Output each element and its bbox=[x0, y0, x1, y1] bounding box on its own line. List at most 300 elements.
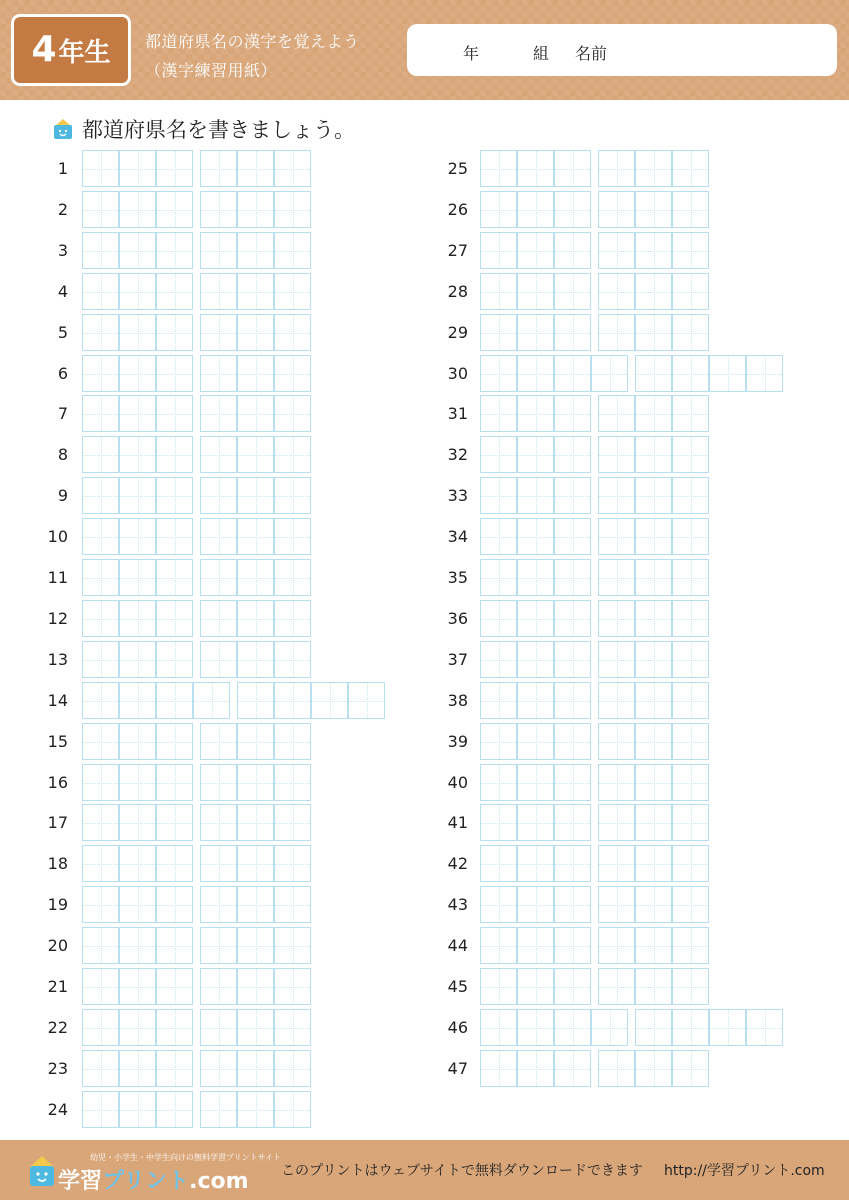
character-box[interactable] bbox=[237, 682, 274, 719]
character-box[interactable] bbox=[672, 477, 709, 514]
prefecture-number: 14 bbox=[47, 691, 68, 710]
character-box[interactable] bbox=[517, 764, 554, 801]
character-box[interactable] bbox=[274, 355, 311, 392]
character-box[interactable] bbox=[517, 723, 554, 760]
character-box[interactable] bbox=[635, 764, 672, 801]
character-box[interactable] bbox=[237, 191, 274, 228]
character-box[interactable] bbox=[200, 395, 237, 432]
character-box[interactable] bbox=[237, 845, 274, 882]
character-box[interactable] bbox=[119, 886, 156, 923]
character-box[interactable] bbox=[82, 355, 119, 392]
character-box[interactable] bbox=[480, 232, 517, 269]
character-box[interactable] bbox=[598, 559, 635, 596]
character-box[interactable] bbox=[119, 1050, 156, 1087]
character-box[interactable] bbox=[274, 559, 311, 596]
character-box[interactable] bbox=[672, 1009, 709, 1046]
character-box[interactable] bbox=[200, 600, 237, 637]
character-box[interactable] bbox=[237, 968, 274, 1005]
character-box[interactable] bbox=[709, 355, 746, 392]
character-box[interactable] bbox=[274, 682, 311, 719]
character-box[interactable] bbox=[200, 641, 237, 678]
character-box[interactable] bbox=[554, 1050, 591, 1087]
character-box[interactable] bbox=[635, 682, 672, 719]
character-box[interactable] bbox=[598, 845, 635, 882]
character-box[interactable] bbox=[598, 682, 635, 719]
character-box[interactable] bbox=[517, 191, 554, 228]
character-box[interactable] bbox=[311, 682, 348, 719]
character-box[interactable] bbox=[709, 1009, 746, 1046]
character-box[interactable] bbox=[156, 477, 193, 514]
character-box[interactable] bbox=[672, 355, 709, 392]
character-box[interactable] bbox=[480, 436, 517, 473]
prefecture-number: 17 bbox=[47, 813, 68, 832]
character-box[interactable] bbox=[119, 395, 156, 432]
character-box[interactable] bbox=[200, 1091, 237, 1128]
character-box[interactable] bbox=[672, 314, 709, 351]
character-box[interactable] bbox=[119, 1091, 156, 1128]
character-box[interactable] bbox=[119, 927, 156, 964]
character-box[interactable] bbox=[480, 682, 517, 719]
character-box[interactable] bbox=[237, 600, 274, 637]
character-box[interactable] bbox=[200, 518, 237, 555]
character-box[interactable] bbox=[237, 273, 274, 310]
character-box[interactable] bbox=[635, 436, 672, 473]
character-box[interactable] bbox=[672, 395, 709, 432]
character-box[interactable] bbox=[517, 845, 554, 882]
character-box[interactable] bbox=[156, 764, 193, 801]
character-box[interactable] bbox=[156, 232, 193, 269]
character-box[interactable] bbox=[156, 845, 193, 882]
character-box[interactable] bbox=[635, 968, 672, 1005]
character-box[interactable] bbox=[237, 436, 274, 473]
character-box[interactable] bbox=[237, 518, 274, 555]
character-box[interactable] bbox=[635, 273, 672, 310]
character-box[interactable] bbox=[635, 477, 672, 514]
character-box[interactable] bbox=[82, 968, 119, 1005]
character-box[interactable] bbox=[274, 395, 311, 432]
character-box[interactable] bbox=[635, 191, 672, 228]
character-box[interactable] bbox=[200, 232, 237, 269]
character-box[interactable] bbox=[635, 395, 672, 432]
character-box[interactable] bbox=[82, 764, 119, 801]
character-box[interactable] bbox=[156, 1009, 193, 1046]
character-box[interactable] bbox=[274, 518, 311, 555]
character-box[interactable] bbox=[480, 764, 517, 801]
character-box[interactable] bbox=[517, 436, 554, 473]
character-box[interactable] bbox=[480, 845, 517, 882]
character-box[interactable] bbox=[119, 232, 156, 269]
character-box[interactable] bbox=[598, 314, 635, 351]
character-box[interactable] bbox=[672, 886, 709, 923]
character-box[interactable] bbox=[200, 723, 237, 760]
character-box[interactable] bbox=[119, 723, 156, 760]
character-box[interactable] bbox=[200, 191, 237, 228]
character-box[interactable] bbox=[274, 191, 311, 228]
character-box[interactable] bbox=[274, 600, 311, 637]
character-box[interactable] bbox=[119, 477, 156, 514]
character-box[interactable] bbox=[480, 395, 517, 432]
character-box[interactable] bbox=[156, 518, 193, 555]
character-box[interactable] bbox=[517, 355, 554, 392]
character-box[interactable] bbox=[200, 150, 237, 187]
site-url[interactable]: http://学習プリント.com bbox=[664, 1163, 825, 1179]
character-box[interactable] bbox=[480, 968, 517, 1005]
character-box[interactable] bbox=[237, 804, 274, 841]
prefecture-number: 29 bbox=[447, 323, 468, 342]
character-box[interactable] bbox=[156, 314, 193, 351]
character-box[interactable] bbox=[200, 477, 237, 514]
character-box[interactable] bbox=[672, 232, 709, 269]
character-box[interactable] bbox=[598, 273, 635, 310]
character-box[interactable] bbox=[274, 764, 311, 801]
character-box[interactable] bbox=[119, 191, 156, 228]
character-box[interactable] bbox=[237, 1009, 274, 1046]
character-box[interactable] bbox=[554, 395, 591, 432]
character-box[interactable] bbox=[274, 1050, 311, 1087]
character-box[interactable] bbox=[480, 191, 517, 228]
character-box[interactable] bbox=[274, 845, 311, 882]
character-box[interactable] bbox=[348, 682, 385, 719]
character-box[interactable] bbox=[274, 641, 311, 678]
character-box[interactable] bbox=[554, 804, 591, 841]
character-box[interactable] bbox=[82, 436, 119, 473]
character-box[interactable] bbox=[517, 682, 554, 719]
character-box[interactable] bbox=[554, 559, 591, 596]
character-box[interactable] bbox=[672, 927, 709, 964]
character-box[interactable] bbox=[517, 518, 554, 555]
character-box[interactable] bbox=[554, 150, 591, 187]
character-box[interactable] bbox=[119, 314, 156, 351]
character-box[interactable] bbox=[480, 355, 517, 392]
character-box[interactable] bbox=[672, 150, 709, 187]
character-box[interactable] bbox=[554, 641, 591, 678]
character-box[interactable] bbox=[635, 641, 672, 678]
character-box[interactable] bbox=[82, 559, 119, 596]
character-box[interactable] bbox=[82, 1091, 119, 1128]
character-box[interactable] bbox=[200, 1050, 237, 1087]
character-box[interactable] bbox=[200, 436, 237, 473]
character-box[interactable] bbox=[237, 477, 274, 514]
character-box[interactable] bbox=[82, 191, 119, 228]
character-box[interactable] bbox=[672, 273, 709, 310]
character-box[interactable] bbox=[554, 314, 591, 351]
character-box[interactable] bbox=[156, 1050, 193, 1087]
character-box[interactable] bbox=[635, 600, 672, 637]
character-box[interactable] bbox=[517, 968, 554, 1005]
character-box[interactable] bbox=[82, 518, 119, 555]
character-box[interactable] bbox=[82, 641, 119, 678]
character-box[interactable] bbox=[119, 436, 156, 473]
character-box[interactable] bbox=[156, 150, 193, 187]
character-box[interactable] bbox=[82, 150, 119, 187]
logo-part-2: プリント bbox=[102, 1169, 190, 1194]
character-box[interactable] bbox=[598, 518, 635, 555]
character-box[interactable] bbox=[480, 927, 517, 964]
character-box[interactable] bbox=[598, 886, 635, 923]
character-box[interactable] bbox=[156, 804, 193, 841]
character-box[interactable] bbox=[82, 314, 119, 351]
character-box[interactable] bbox=[517, 927, 554, 964]
character-box[interactable] bbox=[274, 927, 311, 964]
character-box[interactable] bbox=[200, 845, 237, 882]
character-box[interactable] bbox=[554, 886, 591, 923]
character-box[interactable] bbox=[672, 764, 709, 801]
character-box[interactable] bbox=[156, 723, 193, 760]
character-box[interactable] bbox=[598, 150, 635, 187]
character-box[interactable] bbox=[635, 723, 672, 760]
character-box[interactable] bbox=[598, 1050, 635, 1087]
character-box[interactable] bbox=[119, 1009, 156, 1046]
character-box[interactable] bbox=[598, 927, 635, 964]
character-box[interactable] bbox=[200, 968, 237, 1005]
prefecture-number: 24 bbox=[47, 1100, 68, 1119]
character-box[interactable] bbox=[82, 845, 119, 882]
character-box[interactable] bbox=[237, 395, 274, 432]
character-box[interactable] bbox=[554, 477, 591, 514]
character-box[interactable] bbox=[237, 150, 274, 187]
character-box[interactable] bbox=[672, 1050, 709, 1087]
character-box[interactable] bbox=[517, 1050, 554, 1087]
character-box[interactable] bbox=[82, 927, 119, 964]
character-box[interactable] bbox=[200, 1009, 237, 1046]
character-box[interactable] bbox=[480, 600, 517, 637]
character-box[interactable] bbox=[598, 232, 635, 269]
character-box[interactable] bbox=[82, 1009, 119, 1046]
prefecture-number: 21 bbox=[47, 977, 68, 996]
character-box[interactable] bbox=[156, 395, 193, 432]
character-box[interactable] bbox=[517, 1009, 554, 1046]
character-box[interactable] bbox=[119, 150, 156, 187]
character-box[interactable] bbox=[598, 804, 635, 841]
character-box[interactable] bbox=[200, 764, 237, 801]
character-box[interactable] bbox=[274, 436, 311, 473]
character-box[interactable] bbox=[517, 477, 554, 514]
character-box[interactable] bbox=[517, 314, 554, 351]
character-box[interactable] bbox=[598, 764, 635, 801]
character-box[interactable] bbox=[119, 355, 156, 392]
character-box[interactable] bbox=[237, 355, 274, 392]
character-box[interactable] bbox=[200, 273, 237, 310]
character-box[interactable] bbox=[200, 886, 237, 923]
character-box[interactable] bbox=[82, 723, 119, 760]
character-box[interactable] bbox=[193, 682, 230, 719]
character-box[interactable] bbox=[274, 273, 311, 310]
character-box[interactable] bbox=[554, 518, 591, 555]
character-box[interactable] bbox=[274, 723, 311, 760]
character-box[interactable] bbox=[200, 355, 237, 392]
character-box[interactable] bbox=[635, 232, 672, 269]
character-box[interactable] bbox=[480, 273, 517, 310]
character-box[interactable] bbox=[554, 355, 591, 392]
character-box[interactable] bbox=[554, 232, 591, 269]
character-box[interactable] bbox=[237, 559, 274, 596]
character-box[interactable] bbox=[274, 886, 311, 923]
character-box[interactable] bbox=[554, 273, 591, 310]
character-box[interactable] bbox=[480, 559, 517, 596]
character-box[interactable] bbox=[156, 191, 193, 228]
character-box[interactable] bbox=[480, 314, 517, 351]
character-box[interactable] bbox=[156, 559, 193, 596]
character-box[interactable] bbox=[554, 1009, 591, 1046]
character-box[interactable] bbox=[672, 845, 709, 882]
character-box[interactable] bbox=[274, 1009, 311, 1046]
character-box[interactable] bbox=[82, 232, 119, 269]
character-box[interactable] bbox=[598, 191, 635, 228]
character-box[interactable] bbox=[237, 764, 274, 801]
character-box[interactable] bbox=[274, 150, 311, 187]
character-box[interactable] bbox=[119, 804, 156, 841]
character-box[interactable] bbox=[635, 314, 672, 351]
character-box[interactable] bbox=[746, 355, 783, 392]
character-box[interactable] bbox=[480, 723, 517, 760]
character-box[interactable] bbox=[119, 518, 156, 555]
prefecture-number: 45 bbox=[447, 977, 468, 996]
character-box[interactable] bbox=[554, 436, 591, 473]
character-box[interactable] bbox=[82, 682, 119, 719]
character-box[interactable] bbox=[598, 600, 635, 637]
character-box[interactable] bbox=[517, 232, 554, 269]
prefecture-number: 27 bbox=[447, 241, 468, 260]
character-box[interactable] bbox=[274, 1091, 311, 1128]
character-box[interactable] bbox=[635, 845, 672, 882]
character-box[interactable] bbox=[119, 764, 156, 801]
character-box[interactable] bbox=[554, 682, 591, 719]
character-box[interactable] bbox=[480, 886, 517, 923]
character-box[interactable] bbox=[156, 600, 193, 637]
character-box[interactable] bbox=[672, 641, 709, 678]
character-box[interactable] bbox=[635, 886, 672, 923]
character-box[interactable] bbox=[517, 600, 554, 637]
character-box[interactable] bbox=[598, 641, 635, 678]
character-box[interactable] bbox=[591, 355, 628, 392]
character-box[interactable] bbox=[672, 723, 709, 760]
character-box[interactable] bbox=[480, 1009, 517, 1046]
character-box[interactable] bbox=[598, 436, 635, 473]
character-box[interactable] bbox=[554, 600, 591, 637]
character-box[interactable] bbox=[517, 886, 554, 923]
character-box[interactable] bbox=[480, 150, 517, 187]
prefecture-number: 38 bbox=[447, 691, 468, 710]
character-box[interactable] bbox=[119, 968, 156, 1005]
character-box[interactable] bbox=[554, 845, 591, 882]
character-box[interactable] bbox=[635, 927, 672, 964]
character-box[interactable] bbox=[156, 273, 193, 310]
character-box[interactable] bbox=[672, 559, 709, 596]
character-box[interactable] bbox=[237, 927, 274, 964]
character-box[interactable] bbox=[82, 886, 119, 923]
character-box[interactable] bbox=[517, 559, 554, 596]
character-box[interactable] bbox=[237, 886, 274, 923]
character-box[interactable] bbox=[200, 804, 237, 841]
character-box[interactable] bbox=[672, 600, 709, 637]
character-box[interactable] bbox=[237, 314, 274, 351]
character-box[interactable] bbox=[635, 150, 672, 187]
character-box[interactable] bbox=[480, 641, 517, 678]
character-box[interactable] bbox=[200, 927, 237, 964]
character-box[interactable] bbox=[156, 436, 193, 473]
character-box[interactable] bbox=[237, 723, 274, 760]
character-box[interactable] bbox=[274, 314, 311, 351]
character-box[interactable] bbox=[554, 968, 591, 1005]
character-box[interactable] bbox=[237, 1091, 274, 1128]
character-box[interactable] bbox=[517, 150, 554, 187]
character-box[interactable] bbox=[554, 927, 591, 964]
character-box[interactable] bbox=[156, 355, 193, 392]
character-box[interactable] bbox=[82, 273, 119, 310]
character-box[interactable] bbox=[156, 927, 193, 964]
character-box[interactable] bbox=[598, 395, 635, 432]
character-box[interactable] bbox=[672, 518, 709, 555]
character-box[interactable] bbox=[635, 355, 672, 392]
character-box[interactable] bbox=[598, 477, 635, 514]
character-box[interactable] bbox=[672, 436, 709, 473]
character-box[interactable] bbox=[119, 273, 156, 310]
character-box[interactable] bbox=[274, 232, 311, 269]
character-box[interactable] bbox=[237, 232, 274, 269]
character-box[interactable] bbox=[237, 1050, 274, 1087]
character-box[interactable] bbox=[82, 600, 119, 637]
character-box[interactable] bbox=[517, 395, 554, 432]
character-box[interactable] bbox=[517, 641, 554, 678]
character-box[interactable] bbox=[635, 1009, 672, 1046]
character-box[interactable] bbox=[82, 395, 119, 432]
character-box[interactable] bbox=[517, 804, 554, 841]
character-box[interactable] bbox=[591, 1009, 628, 1046]
character-box[interactable] bbox=[156, 1091, 193, 1128]
character-box[interactable] bbox=[200, 314, 237, 351]
character-box[interactable] bbox=[480, 477, 517, 514]
character-box[interactable] bbox=[480, 1050, 517, 1087]
character-box[interactable] bbox=[200, 559, 237, 596]
character-box[interactable] bbox=[635, 804, 672, 841]
character-box[interactable] bbox=[82, 804, 119, 841]
character-box[interactable] bbox=[82, 1050, 119, 1087]
name-label: 名前 bbox=[575, 44, 608, 63]
instruction-text: 都道府県名を書きましょう。 bbox=[82, 118, 355, 142]
character-box[interactable] bbox=[274, 968, 311, 1005]
character-box[interactable] bbox=[237, 641, 274, 678]
character-box[interactable] bbox=[480, 804, 517, 841]
character-box[interactable] bbox=[635, 559, 672, 596]
character-box[interactable] bbox=[517, 273, 554, 310]
character-box[interactable] bbox=[672, 191, 709, 228]
character-box[interactable] bbox=[119, 559, 156, 596]
character-box[interactable] bbox=[746, 1009, 783, 1046]
character-box[interactable] bbox=[554, 723, 591, 760]
character-box[interactable] bbox=[274, 804, 311, 841]
character-box[interactable] bbox=[554, 191, 591, 228]
character-box[interactable] bbox=[480, 518, 517, 555]
character-box[interactable] bbox=[156, 968, 193, 1005]
character-box[interactable] bbox=[156, 641, 193, 678]
character-box[interactable] bbox=[274, 477, 311, 514]
character-box[interactable] bbox=[635, 518, 672, 555]
character-box[interactable] bbox=[598, 968, 635, 1005]
character-box[interactable] bbox=[672, 968, 709, 1005]
character-box[interactable] bbox=[635, 1050, 672, 1087]
character-box[interactable] bbox=[156, 886, 193, 923]
character-box[interactable] bbox=[119, 845, 156, 882]
character-box[interactable] bbox=[156, 682, 193, 719]
character-box[interactable] bbox=[672, 682, 709, 719]
character-box[interactable] bbox=[554, 764, 591, 801]
character-box[interactable] bbox=[672, 804, 709, 841]
character-box[interactable] bbox=[598, 723, 635, 760]
character-box[interactable] bbox=[119, 682, 156, 719]
character-box[interactable] bbox=[119, 600, 156, 637]
character-box[interactable] bbox=[119, 641, 156, 678]
character-box[interactable] bbox=[82, 477, 119, 514]
